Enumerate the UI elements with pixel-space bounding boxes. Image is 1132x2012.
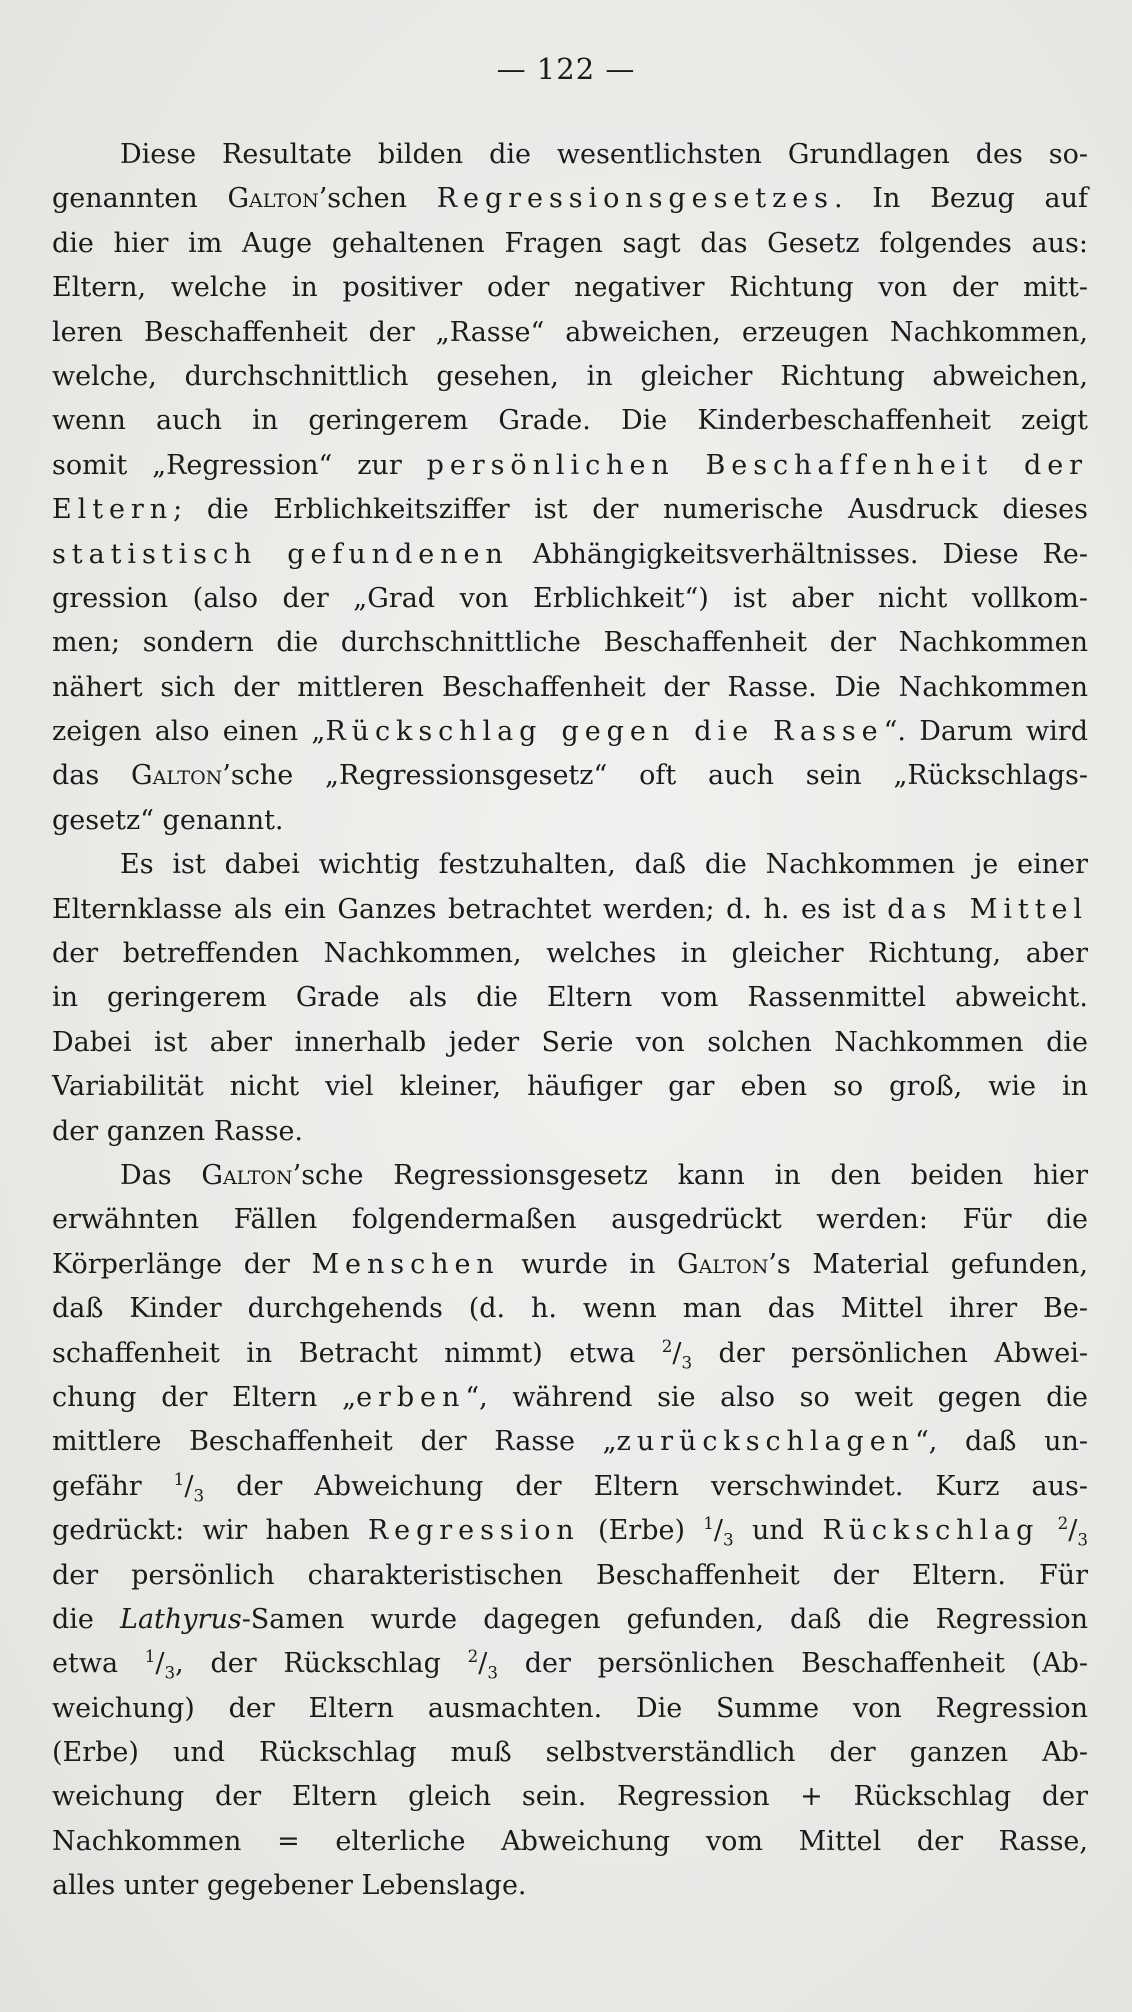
text-line bbox=[52, 1509, 1088, 1553]
text-segment: ’sche „Regressionsgesetz“ oft auch sein „Rückschlags- bbox=[222, 760, 1088, 792]
text-segment: der Abweichung der Eltern verschwindet. Kurz aus- bbox=[204, 1470, 1088, 1502]
text-segment: Eltern bbox=[52, 494, 174, 526]
text-line bbox=[52, 1065, 1088, 1109]
text-line bbox=[52, 1376, 1088, 1420]
text-segment: Regressionsgesetzes bbox=[436, 183, 834, 215]
text-segment: Abhängigkeitsverhältnisses. Diese Re- bbox=[508, 538, 1088, 570]
text-line bbox=[52, 1420, 1088, 1464]
text-segment: Rückschlag bbox=[822, 1515, 1040, 1547]
text-segment: genannten bbox=[52, 183, 228, 215]
text-segment: Galton bbox=[131, 760, 223, 792]
text-line bbox=[52, 488, 1088, 532]
text-segment: 3 bbox=[681, 1351, 693, 1372]
text-segment: / bbox=[478, 1648, 488, 1680]
text-line bbox=[52, 311, 1088, 355]
text-segment: 1 bbox=[703, 1513, 714, 1534]
text-line bbox=[52, 1864, 1088, 1908]
text-line bbox=[52, 1731, 1088, 1775]
text-segment: / bbox=[713, 1515, 724, 1547]
text-segment: erben bbox=[356, 1381, 466, 1413]
text-segment: wurde in bbox=[499, 1248, 678, 1280]
text-segment: weichung der Eltern gleich sein. Regression + Rückschlag der bbox=[52, 1781, 1088, 1813]
text-segment: Dabei ist aber innerhalb jeder Serie von solchen Nachkommen die bbox=[52, 1026, 1088, 1058]
text-segment: persönlichen Beschaffenheit der bbox=[426, 449, 1088, 481]
text-segment: Menschen bbox=[311, 1248, 500, 1280]
text-segment: die hier im Auge gehaltenen Fragen sagt das Gesetz folgendes aus: bbox=[52, 227, 1088, 259]
text-segment: daß Kinder durchgehends (d. h. wenn man das Mittel ihrer Be- bbox=[52, 1293, 1088, 1325]
text-segment: die bbox=[52, 1603, 121, 1635]
text-segment: -Samen wurde dagegen gefunden, daß die Regression bbox=[241, 1603, 1089, 1635]
text-segment: etwa bbox=[52, 1648, 145, 1680]
text-line bbox=[52, 799, 1088, 843]
text-line bbox=[52, 222, 1088, 266]
text-segment: / bbox=[155, 1648, 165, 1680]
text-segment: Galton bbox=[677, 1248, 769, 1280]
text-segment: 2 bbox=[467, 1646, 479, 1667]
text-line bbox=[52, 177, 1088, 221]
text-line bbox=[52, 754, 1088, 798]
text-line bbox=[52, 1820, 1088, 1864]
text-line bbox=[52, 1775, 1088, 1819]
body-text bbox=[52, 133, 1088, 1909]
text-segment: / bbox=[672, 1337, 682, 1369]
text-segment: ; die Erblichkeitsziffer ist der numerische Ausdruck dieses bbox=[173, 494, 1088, 526]
text-segment: der persönlichen Abwei- bbox=[692, 1337, 1088, 1369]
text-line bbox=[52, 932, 1088, 976]
text-segment: gefähr bbox=[52, 1470, 174, 1502]
text-segment: Diese Resultate bilden die wesentlichsten Grundlagen des so- bbox=[120, 139, 1088, 170]
page-number: — 122 — bbox=[496, 52, 636, 86]
text-line bbox=[52, 1598, 1088, 1642]
text-segment: Es ist dabei wichtig festzuhalten, daß die Nachkommen je einer bbox=[120, 849, 1088, 881]
text-line bbox=[52, 1465, 1088, 1509]
text-line bbox=[52, 621, 1088, 665]
text-segment: 3 bbox=[193, 1485, 205, 1506]
text-segment: leren Beschaffenheit der „Rasse“ abweichen, erzeugen Nachkommen, bbox=[52, 316, 1088, 348]
text-segment: gesetz“ genannt. bbox=[52, 804, 284, 836]
text-segment: / bbox=[184, 1470, 194, 1502]
text-line bbox=[52, 666, 1088, 710]
text-line bbox=[52, 1198, 1088, 1242]
text-segment: 2 bbox=[661, 1335, 673, 1356]
text-line bbox=[52, 1021, 1088, 1065]
text-line bbox=[52, 888, 1088, 932]
text-segment: gression (also der „Grad von Erblichkeit“) ist aber nicht vollkom- bbox=[52, 582, 1088, 614]
text-segment: “, während sie also so weit gegen die bbox=[465, 1381, 1088, 1413]
text-segment: welche, durchschnittlich gesehen, in gleicher Richtung abweichen, bbox=[52, 360, 1088, 392]
text-line bbox=[52, 577, 1088, 621]
text-segment: men; sondern die durchschnittliche Beschaffenheit der Nachkommen bbox=[52, 627, 1088, 659]
text-segment: Galton bbox=[227, 183, 319, 215]
text-segment: alles unter gegebener Lebenslage. bbox=[52, 1870, 527, 1902]
text-line bbox=[52, 1332, 1088, 1376]
text-line bbox=[52, 976, 1088, 1020]
text-line bbox=[52, 1642, 1088, 1686]
text-segment: 3 bbox=[164, 1662, 176, 1683]
text-line bbox=[52, 1110, 1088, 1154]
text-segment: 3 bbox=[487, 1662, 499, 1683]
text-line bbox=[52, 1154, 1088, 1198]
text-segment: zurückschlagen bbox=[616, 1426, 915, 1458]
text-segment: schaffenheit in Betracht nimmt) etwa bbox=[52, 1337, 662, 1369]
text-segment: Eltern, welche in positiver oder negativer Richtung von der mitt- bbox=[52, 272, 1088, 304]
text-segment: das bbox=[52, 760, 132, 792]
text-segment: nähert sich der mittleren Beschaffenheit der Rasse. Die Nachkommen bbox=[52, 671, 1088, 703]
text-segment: Lathyrus bbox=[120, 1603, 242, 1635]
text-segment: 3 bbox=[1077, 1529, 1088, 1550]
text-segment: , der Rückschlag bbox=[175, 1648, 468, 1680]
text-segment: somit „Regression“ zur bbox=[52, 449, 427, 481]
text-segment: das Mittel bbox=[887, 893, 1088, 925]
text-segment: gedrückt: wir haben bbox=[52, 1515, 368, 1547]
text-segment: Rückschlag gegen die Rasse bbox=[325, 716, 884, 748]
text-segment: (Erbe) bbox=[579, 1515, 704, 1547]
text-segment: Elternklasse als ein Ganzes betrachtet werden; d. h. es ist bbox=[52, 893, 888, 925]
text-segment: mittlere Beschaffenheit der Rasse „ bbox=[52, 1426, 617, 1458]
text-line bbox=[52, 710, 1088, 754]
text-line bbox=[52, 843, 1088, 887]
text-segment: Galton bbox=[201, 1159, 293, 1191]
text-segment: in geringerem Grade als die Eltern vom Rassenmittel abweicht. bbox=[52, 982, 1088, 1014]
text-line bbox=[52, 266, 1088, 310]
text-segment: zeigen also einen „ bbox=[52, 716, 326, 748]
text-line bbox=[52, 355, 1088, 399]
text-line bbox=[52, 1243, 1088, 1287]
text-segment: der ganzen Rasse. bbox=[52, 1115, 304, 1147]
text-segment: erwähnten Fällen folgendermaßen ausgedrückt werden: Für die bbox=[52, 1204, 1088, 1236]
text-line bbox=[52, 1287, 1088, 1331]
text-segment: ’sche Regressionsgesetz kann in den beiden hier bbox=[292, 1159, 1088, 1191]
text-segment: “, daß un- bbox=[914, 1426, 1088, 1458]
text-segment: (Erbe) und Rückschlag muß selbstverständlich der ganzen Ab- bbox=[52, 1737, 1088, 1769]
text-line bbox=[52, 399, 1088, 443]
text-segment: “. Darum wird bbox=[883, 716, 1088, 748]
text-segment: Variabilität nicht viel kleiner, häufiger gar eben so groß, wie in bbox=[52, 1071, 1088, 1103]
text-segment: 1 bbox=[144, 1646, 156, 1667]
text-segment: wenn auch in geringerem Grade. Die Kinderbeschaffenheit zeigt bbox=[52, 405, 1088, 437]
text-segment: 3 bbox=[723, 1529, 734, 1550]
text-segment: der betreffenden Nachkommen, welches in gleicher Richtung, aber bbox=[52, 938, 1088, 970]
text-segment: der persönlich charakteristischen Beschaffenheit der Eltern. Für bbox=[52, 1559, 1088, 1591]
text-segment: statistisch gefundenen bbox=[52, 538, 509, 570]
text-segment: . In Bezug auf bbox=[833, 183, 1088, 215]
text-line bbox=[52, 133, 1088, 177]
text-segment: Körperlänge der bbox=[52, 1248, 312, 1280]
text-segment: Nachkommen = elterliche Abweichung vom Mittel der Rasse, bbox=[52, 1825, 1088, 1857]
text-line bbox=[52, 1687, 1088, 1731]
text-segment: weichung) der Eltern ausmachten. Die Summe von Regression bbox=[52, 1692, 1088, 1724]
text-line bbox=[52, 533, 1088, 577]
text-segment: chung der Eltern „ bbox=[52, 1381, 357, 1413]
text-segment: Das bbox=[120, 1159, 202, 1191]
text-segment: ’s Material gefunden, bbox=[768, 1248, 1089, 1280]
text-segment: und bbox=[733, 1515, 823, 1547]
text-segment: 1 bbox=[173, 1468, 185, 1489]
text-segment: der persönlichen Beschaffenheit (Ab- bbox=[498, 1648, 1088, 1680]
text-segment: ’schen bbox=[318, 183, 437, 215]
text-segment bbox=[1039, 1515, 1057, 1546]
text-line bbox=[52, 444, 1088, 488]
text-segment: / bbox=[1068, 1515, 1078, 1547]
text-segment: Regression bbox=[367, 1515, 580, 1547]
text-segment: 2 bbox=[1057, 1513, 1069, 1534]
text-line bbox=[52, 1554, 1088, 1598]
